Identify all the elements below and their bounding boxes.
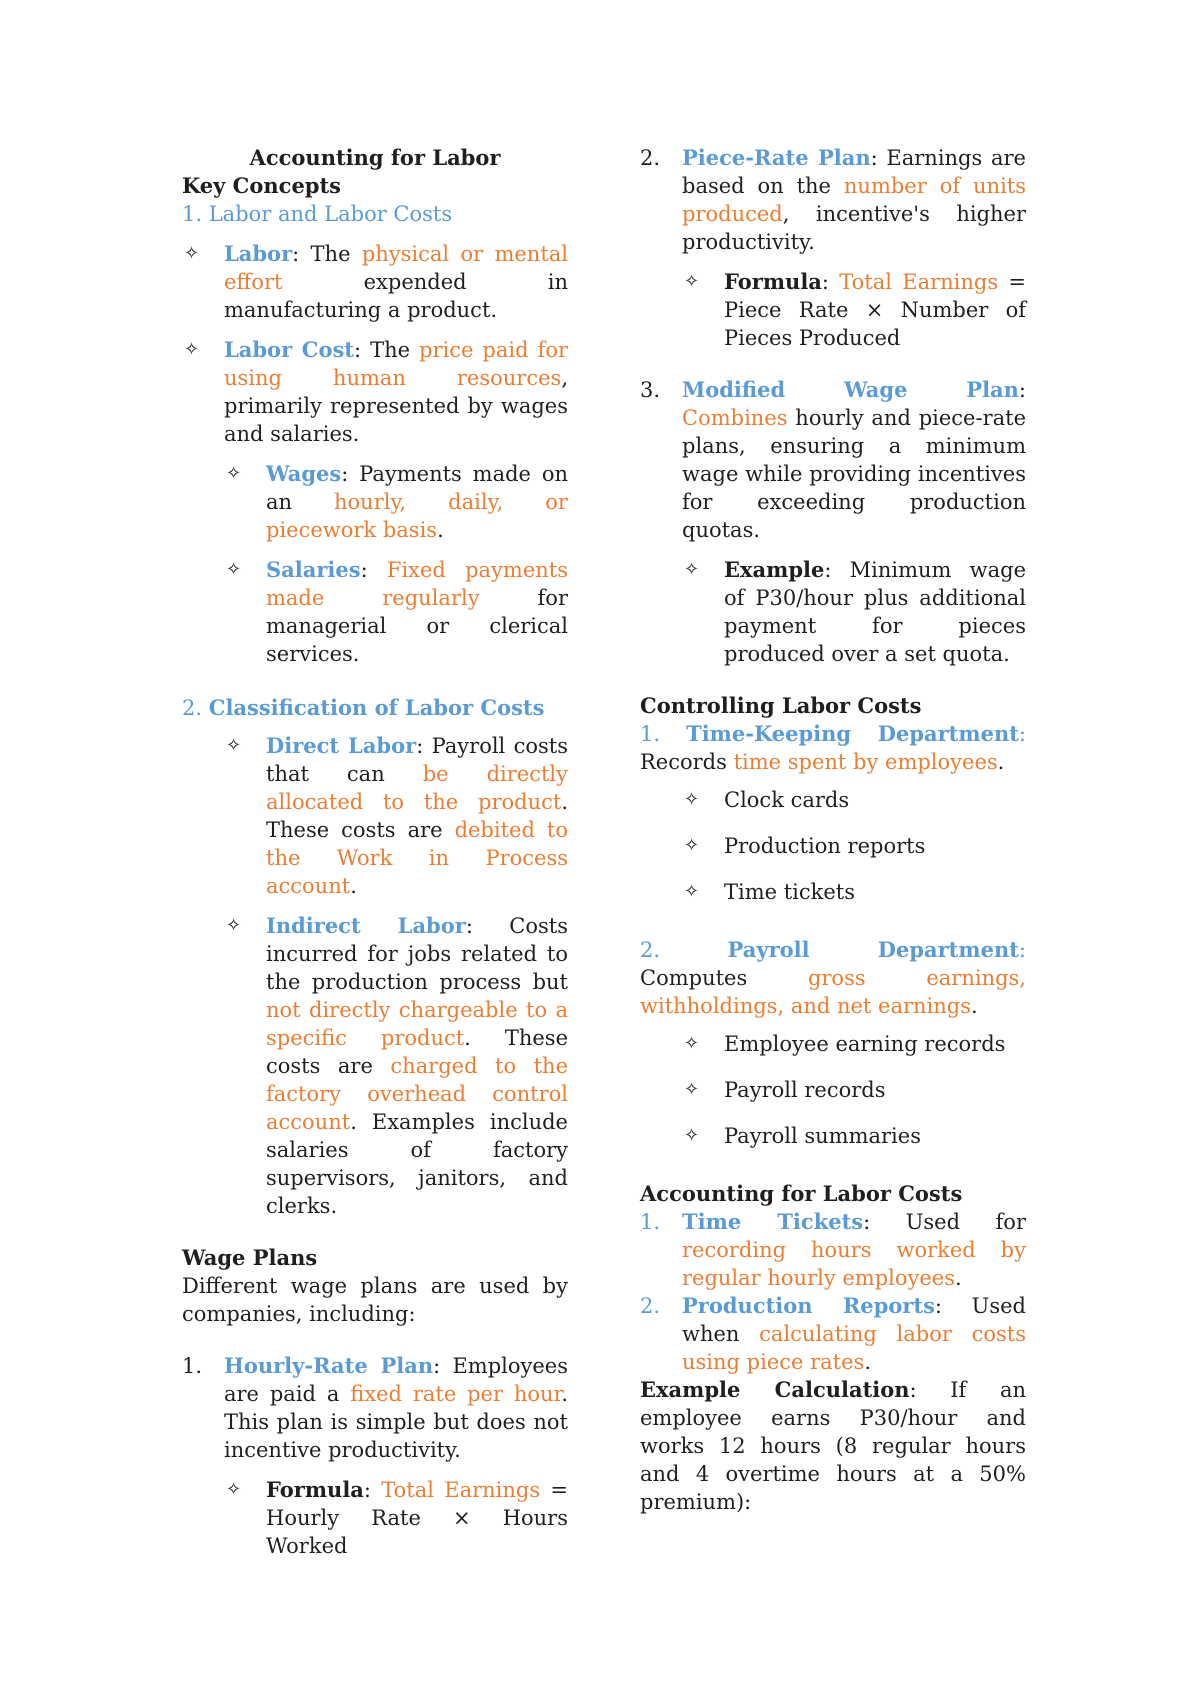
list-item-time-tickets: ✧ Time tickets: [684, 880, 856, 904]
star-outline-icon: ✧: [684, 1033, 700, 1054]
hourly-rate-formula: ✧ Formula: Total Earnings = Hourly Rate × Hours Worked: [226, 1477, 568, 1558]
star-outline-icon: ✧: [684, 271, 700, 292]
piece-rate-plan: 2. Piece-Rate Plan: Earnings are based on the number of units produced, incentive's higher productivity.: [640, 145, 1026, 254]
section-classification-of-labor-costs: 2. Classification of Labor Costs: [182, 695, 545, 720]
modified-wage-example: ✧ Example: Minimum wage of P30/hour plus additional payment for pieces produced over a set quota.: [684, 557, 1026, 666]
list-item-payroll-records: ✧ Payroll records: [684, 1078, 886, 1102]
direct-labor-definition: ✧ Direct Labor: Payroll costs that can be directly allocated to the product. These costs are debited to the Work in Process account.: [226, 733, 568, 898]
time-keeping-department-heading: 1. Time-Keeping Department:: [640, 721, 1026, 746]
hourly-rate-plan: 1. Hourly-Rate Plan: Employees are paid a fixed rate per hour. This plan is simple but does not incentive productivity.: [182, 1353, 568, 1462]
piece-rate-formula: ✧ Formula: Total Earnings = Piece Rate × Number of Pieces Produced: [684, 269, 1026, 350]
example-calculation: Example Calculation: If an employee earns P30/hour and works 12 hours (8 regular hours and 4 overtime hours at a 50% premium):: [640, 1377, 1027, 1514]
payroll-department-heading: 2. Payroll Department:: [640, 937, 1026, 962]
star-outline-icon: ✧: [684, 835, 700, 856]
payroll-description: Computes gross earnings, withholdings, and net earnings.: [640, 966, 1026, 1018]
controlling-labor-costs-heading: Controlling Labor Costs: [640, 693, 922, 718]
wages-definition: ✧ Wages: Payments made on an hourly, daily, or piecework basis.: [226, 461, 568, 542]
list-item-clock-cards: ✧ Clock cards: [684, 788, 850, 812]
wage-plans-heading: Wage Plans: [182, 1245, 318, 1270]
star-outline-icon: ✧: [684, 1125, 700, 1146]
star-outline-icon: ✧: [226, 559, 242, 580]
star-outline-icon: ✧: [684, 559, 700, 580]
time-tickets-item: 1. Time Tickets: Used for recording hours worked by regular hourly employees.: [640, 1209, 1026, 1290]
star-outline-icon: ✧: [226, 463, 242, 484]
star-outline-icon: ✧: [184, 243, 200, 264]
modified-wage-plan: 3. Modified Wage Plan: Combines hourly and piece-rate plans, ensuring a minimum wage while providing incentives for exceeding production quotas.: [640, 377, 1026, 542]
key-concepts-heading: Key Concepts: [182, 173, 342, 198]
left-column: [182, 144, 568, 1560]
labor-definition: ✧ Labor: The physical or mental effort expended in manufacturing a product.: [184, 241, 568, 322]
production-reports-item: 2. Production Reports: Used when calculating labor costs using piece rates.: [640, 1293, 1026, 1374]
star-outline-icon: ✧: [684, 789, 700, 810]
right-column: [640, 144, 1026, 1516]
star-outline-icon: ✧: [184, 339, 200, 360]
salaries-definition: ✧ Salaries: Fixed payments made regularly for managerial or clerical services.: [226, 557, 568, 666]
star-outline-icon: ✧: [226, 735, 242, 756]
labor-cost-definition: ✧ Labor Cost: The price paid for using human resources, primarily represented by wages and salaries.: [184, 337, 568, 446]
wage-plans-intro: Different wage plans are used by companies, including:: [182, 1274, 568, 1326]
list-item-payroll-summaries: ✧ Payroll summaries: [684, 1124, 921, 1148]
star-outline-icon: ✧: [226, 915, 242, 936]
indirect-labor-definition: ✧ Indirect Labor: Costs incurred for jobs related to the production process but not directly chargeable to a specific product. These costs are charged to the factory overhead control account. Examples include salaries of factory supervisors, janitors, and clerks.: [226, 913, 568, 1218]
section-labor-and-labor-costs: 1. Labor and Labor Costs: [182, 202, 453, 226]
star-outline-icon: ✧: [684, 1079, 700, 1100]
list-item-production-reports: ✧ Production reports: [684, 834, 926, 858]
star-outline-icon: ✧: [226, 1479, 242, 1500]
accounting-for-labor-costs-heading: Accounting for Labor Costs: [640, 1181, 963, 1206]
list-item-employee-earning-records: ✧ Employee earning records: [684, 1032, 1006, 1056]
time-keeping-description: Records time spent by employees.: [640, 750, 1005, 774]
page-title: Accounting for Labor: [249, 145, 501, 170]
star-outline-icon: ✧: [684, 881, 700, 902]
